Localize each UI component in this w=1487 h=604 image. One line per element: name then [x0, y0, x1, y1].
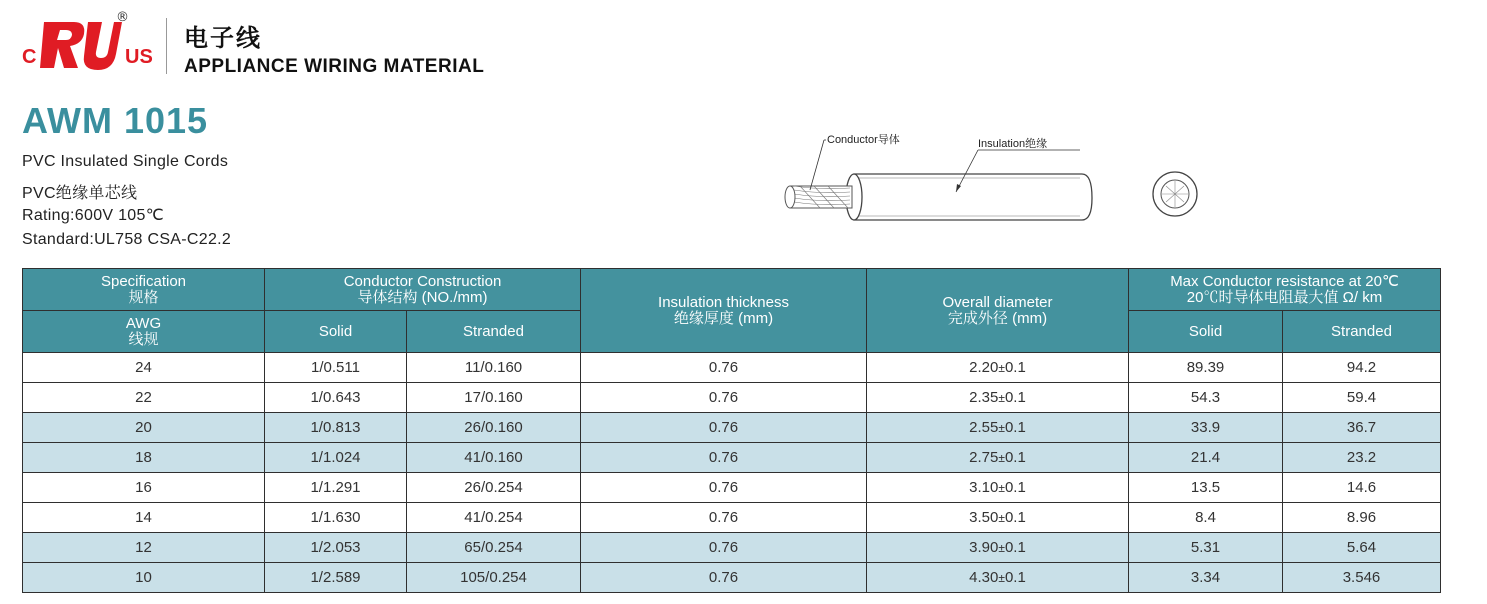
cell-insulation: 0.76 [581, 473, 867, 503]
cell-stranded: 26/0.160 [407, 413, 581, 443]
cell-res-solid: 3.34 [1129, 563, 1283, 593]
cell-stranded: 41/0.160 [407, 443, 581, 473]
cell-stranded: 41/0.254 [407, 503, 581, 533]
header-awg [23, 311, 265, 353]
diameter-value: 4.30 [969, 569, 999, 586]
diameter-value: 2.35 [969, 389, 999, 406]
table-row [23, 383, 1441, 413]
cell-awg: 14 [23, 503, 265, 533]
cell-awg: 12 [23, 533, 265, 563]
table-row [23, 473, 1441, 503]
header-insulation-thickness [581, 269, 867, 353]
header-od-cn: 完成外径 (mm) [947, 309, 1048, 327]
cell-awg: 24 [23, 353, 265, 383]
header-cond-en: Conductor Construction [343, 272, 502, 290]
cell-res-solid: 21.4 [1129, 443, 1283, 473]
header-awg-cn: 线规 [128, 330, 159, 348]
cell-stranded: 105/0.254 [407, 563, 581, 593]
cell-awg: 18 [23, 443, 265, 473]
tolerance-sign: ± [998, 541, 1005, 555]
table-row [23, 443, 1441, 473]
cell-res-stranded: 59.4 [1283, 383, 1441, 413]
header-solid: Solid [265, 311, 407, 353]
cell-insulation: 0.76 [581, 503, 867, 533]
ul-certification-logo [22, 12, 157, 76]
cell-res-solid: 13.5 [1129, 473, 1283, 503]
cell-diameter [867, 443, 1129, 473]
tolerance-value: 0.1 [1004, 479, 1026, 496]
diameter-value: 2.75 [969, 449, 999, 466]
cell-awg: 20 [23, 413, 265, 443]
insulation-label: Insulation绝缘 [978, 138, 1048, 150]
tolerance-value: 0.1 [1004, 419, 1026, 436]
cell-res-solid: 54.3 [1129, 383, 1283, 413]
header-awg-en: AWG [125, 314, 162, 332]
cell-awg: 16 [23, 473, 265, 503]
diameter-value: 3.90 [969, 539, 999, 556]
cell-insulation: 0.76 [581, 443, 867, 473]
header-spec-en: Specification [100, 272, 187, 290]
cell-diameter [867, 383, 1129, 413]
tolerance-value: 0.1 [1004, 509, 1026, 526]
header-res-cn: 20℃时导体电阻最大值 Ω/ km [1186, 288, 1383, 306]
header-conductor-construction [265, 269, 581, 311]
cell-res-stranded: 23.2 [1283, 443, 1441, 473]
table-row [23, 353, 1441, 383]
cell-stranded: 17/0.160 [407, 383, 581, 413]
cell-insulation: 0.76 [581, 563, 867, 593]
table-row [23, 533, 1441, 563]
cell-solid: 1/0.813 [265, 413, 407, 443]
cell-diameter [867, 533, 1129, 563]
tolerance-value: 0.1 [1004, 539, 1026, 556]
header-stranded: Stranded [407, 311, 581, 353]
ul-mark-icon [38, 16, 122, 76]
tolerance-sign: ± [998, 451, 1005, 465]
cell-res-solid: 8.4 [1129, 503, 1283, 533]
cell-res-solid: 89.39 [1129, 353, 1283, 383]
header-od-en: Overall diameter [942, 293, 1053, 311]
cell-diameter [867, 503, 1129, 533]
cell-res-solid: 5.31 [1129, 533, 1283, 563]
header-ins-cn: 绝缘厚度 (mm) [673, 309, 774, 327]
cell-res-stranded: 36.7 [1283, 413, 1441, 443]
cell-insulation: 0.76 [581, 413, 867, 443]
cell-stranded: 11/0.160 [407, 353, 581, 383]
product-desc-cn: PVC绝缘单芯线 [22, 185, 138, 202]
header-cond-cn: 导体结构 (NO./mm) [357, 288, 488, 306]
tolerance-sign: ± [998, 391, 1005, 405]
diameter-value: 2.20 [969, 359, 999, 376]
cell-solid: 1/1.291 [265, 473, 407, 503]
cell-solid: 1/2.589 [265, 563, 407, 593]
table-row [23, 563, 1441, 593]
diameter-value: 2.55 [969, 419, 999, 436]
cell-solid: 1/1.630 [265, 503, 407, 533]
tolerance-sign: ± [998, 421, 1005, 435]
cell-insulation: 0.76 [581, 533, 867, 563]
header-max-resistance [1129, 269, 1441, 311]
header-spec-cn: 规格 [128, 288, 159, 306]
product-desc-en: PVC Insulated Single Cords [22, 153, 229, 170]
conductor-label: Conductor导体 [827, 134, 900, 146]
cell-insulation: 0.76 [581, 353, 867, 383]
header-ins-en: Insulation thickness [658, 293, 789, 311]
cell-awg: 22 [23, 383, 265, 413]
cell-solid: 1/0.511 [265, 353, 407, 383]
cell-awg: 10 [23, 563, 265, 593]
tolerance-sign: ± [998, 481, 1005, 495]
cell-res-stranded: 3.546 [1283, 563, 1441, 593]
cell-solid: 1/1.024 [265, 443, 407, 473]
logo-c-text: C [22, 46, 37, 68]
header-divider [166, 18, 167, 74]
header-res-stranded: Stranded [1283, 311, 1441, 353]
product-standard: Standard:UL758 CSA-C22.2 [22, 231, 232, 248]
cell-res-stranded: 14.6 [1283, 473, 1441, 503]
header-res-solid: Solid [1129, 311, 1283, 353]
cell-res-solid: 33.9 [1129, 413, 1283, 443]
tolerance-sign: ± [998, 511, 1005, 525]
cell-res-stranded: 8.96 [1283, 503, 1441, 533]
cell-solid: 1/0.643 [265, 383, 407, 413]
registered-mark: ® [116, 10, 129, 25]
tolerance-value: 0.1 [1004, 449, 1026, 466]
product-title: AWM 1015 [22, 100, 209, 141]
tolerance-value: 0.1 [1004, 359, 1026, 376]
cell-insulation: 0.76 [581, 383, 867, 413]
header-title-cn: 电子线 [184, 24, 262, 52]
header-res-en: Max Conductor resistance at 20℃ [1170, 272, 1399, 290]
tolerance-sign: ± [998, 361, 1005, 375]
cell-res-stranded: 94.2 [1283, 353, 1441, 383]
cell-diameter [867, 473, 1129, 503]
spec-table [22, 268, 1441, 593]
cell-diameter [867, 563, 1129, 593]
table-row [23, 503, 1441, 533]
cell-stranded: 65/0.254 [407, 533, 581, 563]
cell-diameter [867, 413, 1129, 443]
tolerance-value: 0.1 [1004, 569, 1026, 586]
cell-stranded: 26/0.254 [407, 473, 581, 503]
header-specification [23, 269, 265, 311]
tolerance-sign: ± [998, 571, 1005, 585]
diameter-value: 3.50 [969, 509, 999, 526]
header-overall-diameter [867, 269, 1129, 353]
table-row [23, 413, 1441, 443]
diameter-value: 3.10 [969, 479, 999, 496]
logo-us-text: US [125, 46, 153, 68]
cell-solid: 1/2.053 [265, 533, 407, 563]
header-title-en: APPLIANCE WIRING MATERIAL [184, 56, 485, 77]
cell-res-stranded: 5.64 [1283, 533, 1441, 563]
product-rating: Rating:600V 105℃ [22, 207, 164, 224]
tolerance-value: 0.1 [1004, 389, 1026, 406]
cell-diameter [867, 353, 1129, 383]
